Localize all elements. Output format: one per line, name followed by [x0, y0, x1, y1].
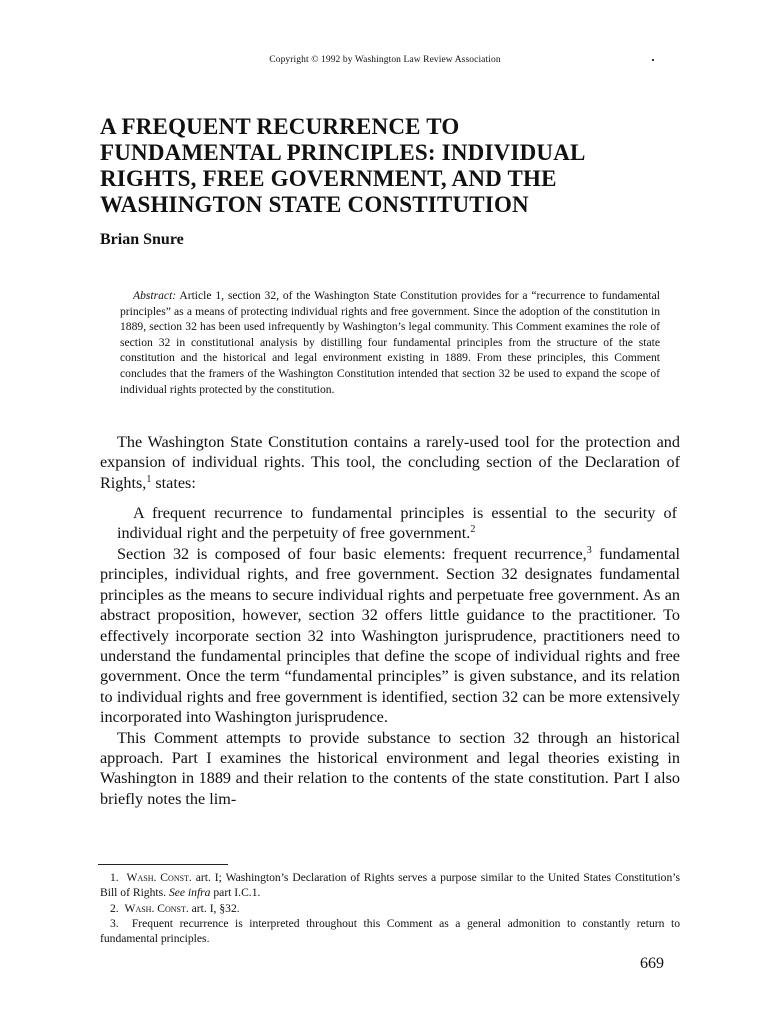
title-line: RIGHTS, FREE GOVERNMENT, AND THE [100, 166, 557, 191]
citation-small-caps: Wash. Const. [126, 871, 192, 884]
body-text-block-2 [100, 544, 680, 809]
page-number: 669 [640, 955, 664, 972]
footnote-number: 3. [110, 916, 119, 930]
footnotes [100, 870, 680, 946]
paragraph-text: fundamental principles, individual rights, and free government. Section 32 designates fundamental principles as the means to secure individual rights and perpetuate free government. As an abstract proposition, however, section 32 offers little guidance to the practitioner. To effectively incorporate section 32 into Washington jurisprudence, practitioners need to understand the fundamental principles that define the scope of individual rights and free government. Once the term “fundamental principles” is given substance, and its relation to individual rights and free government is identified, section 32 can be more extensively incorporated into Washington jurisprudence. [100, 545, 680, 727]
paragraph-text: The Washington State Constitution contains a rarely-used tool for the protection and expansion of individual rights. This tool, the concluding section of the Declaration of Rights, [100, 433, 680, 492]
paragraph-comment-approach: This Comment attempts to provide substance to section 32 through an historical approach. Part I examines the historical environment and legal theories existing in Washington in 1889 and their relation to the contents of the state constitution. Part I also briefly notes the lim- [100, 728, 680, 808]
footnote-3 [100, 916, 680, 947]
footnote-text: art. I; Washington’s Declaration of Rights serves a purpose similar to the United States Constitution’s Bill of Rights. [100, 871, 681, 900]
footnote-text: part I.C.1. [210, 886, 261, 900]
footnote-ref-2[interactable]: 2 [470, 524, 476, 536]
paragraph-section-32 [100, 544, 680, 728]
article-title [100, 114, 700, 218]
quote-text: A frequent recurrence to fundamental principles is essential to the security of individual right and the perpetuity of free government. [117, 504, 677, 543]
scan-artifact-dot [652, 59, 654, 61]
footnote-text: art. I, §32. [188, 901, 240, 915]
footnote-1 [100, 870, 680, 901]
abstract [120, 288, 660, 397]
block-quote [117, 503, 677, 544]
citation-small-caps: Wash. Const. [124, 901, 189, 915]
author-name: Brian Snure [100, 231, 184, 248]
paragraph-text: states: [151, 473, 196, 492]
footnote-rule [98, 864, 228, 865]
title-line: WASHINGTON STATE CONSTITUTION [100, 192, 529, 217]
footnote-ref-1[interactable]: 1 [146, 473, 152, 485]
abstract-label: Abstract: [133, 289, 177, 302]
footnote-number: 1. [110, 871, 119, 884]
abstract-text: Article 1, section 32, of the Washington State Constitution provides for a “recurrence to fundamental principles” as a means of protecting individual rights and free government. Since the adoption of the constitution in 1889, section 32 has been used infrequently by Washington’s legal community. This Comment examines the role of section 32 in constitutional analysis by distilling four fundamental principles from the structure of the state constitution and the historical and legal environment existing in 1889. From these principles, this Comment concludes that the framers of the Washington Constitution intended that section 32 be used to expand the scope of individual rights protected by the constitution. [120, 289, 660, 396]
footnote-2 [100, 901, 680, 916]
body-text-block-1 [100, 432, 680, 493]
title-line: A FREQUENT RECURRENCE TO [100, 114, 460, 139]
paragraph-text: Section 32 is composed of four basic elements: frequent recurrence, [117, 545, 587, 563]
copyright-notice: Copyright © 1992 by Washington Law Review Association [269, 55, 501, 65]
footnote-ref-3[interactable]: 3 [586, 545, 592, 556]
title-line: FUNDAMENTAL PRINCIPLES: INDIVIDUAL [100, 140, 586, 165]
citation-signal: See infra [168, 886, 211, 900]
footnote-text: Frequent recurrence is interpreted throughout this Comment as a general admonition to constantly return to fundamental principles. [100, 916, 681, 946]
paragraph-intro [100, 432, 680, 493]
footnote-number: 2. [110, 901, 119, 915]
